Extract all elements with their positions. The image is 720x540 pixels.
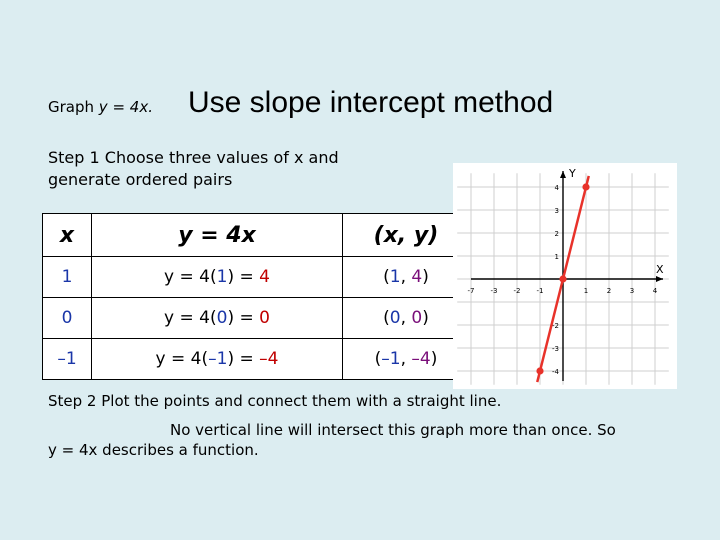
graph-canvas xyxy=(453,163,677,389)
pair-x: 0 xyxy=(389,308,401,328)
title-prefix xyxy=(48,98,153,116)
cell-pair: (0, 0) xyxy=(343,298,470,339)
cell-equation xyxy=(92,339,343,380)
y-tick-label: 4 xyxy=(554,184,559,192)
x-tick-label: 4 xyxy=(652,287,658,295)
values-table xyxy=(42,213,470,380)
conclusion-line-1: No vertical line will intersect this graph more than once. So xyxy=(170,421,616,439)
y-tick-label: -4 xyxy=(552,368,559,376)
eq-input: 0 xyxy=(216,308,228,328)
cell-x xyxy=(43,339,92,380)
pair-x: 1 xyxy=(389,267,401,287)
table-row xyxy=(43,257,470,298)
cell-pair: (1, 4) xyxy=(343,257,470,298)
y-tick-label: 2 xyxy=(554,230,559,238)
y-axis-label: Y xyxy=(569,167,576,180)
eq-prefix: y = 4( xyxy=(164,308,217,328)
x-tick-label: 2 xyxy=(606,287,612,295)
x-tick-label: -7 xyxy=(467,287,475,295)
eq-prefix: y = 4( xyxy=(155,349,209,369)
x-axis-arrow xyxy=(656,276,663,282)
x-value: 0 xyxy=(61,308,73,328)
pair-x: –1 xyxy=(381,349,401,369)
cell-equation xyxy=(92,298,343,339)
eq-output: –4 xyxy=(259,349,279,369)
x-tick-label: -1 xyxy=(536,287,544,295)
plotted-point xyxy=(559,275,566,282)
x-tick-label: -2 xyxy=(513,287,521,295)
eq-input: –1 xyxy=(208,349,228,369)
eq-prefix: y = 4( xyxy=(164,267,217,287)
x-tick-label: -3 xyxy=(490,287,498,295)
x-value: –1 xyxy=(57,349,77,369)
plotted-point xyxy=(582,183,589,190)
page-title: Use slope intercept method xyxy=(188,86,554,119)
x-value: 1 xyxy=(61,267,73,287)
x-tick-label: 3 xyxy=(629,287,635,295)
y-tick-label: 1 xyxy=(554,253,559,261)
eq-input: 1 xyxy=(216,267,228,287)
y-tick-label: 3 xyxy=(554,207,559,215)
step2-text: Step 2 Plot the points and connect them with a straight line. xyxy=(48,392,502,410)
eq-mid: ) = xyxy=(227,349,260,369)
y-tick-label: -2 xyxy=(552,322,559,330)
eq-output: 4 xyxy=(259,267,270,287)
y-axis-arrow xyxy=(560,171,566,178)
eq-mid: ) = xyxy=(227,308,260,328)
pair-y: –4 xyxy=(411,349,431,369)
coordinate-graph xyxy=(453,163,677,389)
eq-mid: ) = xyxy=(227,267,260,287)
header-x: x xyxy=(43,214,92,257)
x-tick-label: 1 xyxy=(583,287,589,295)
title-equation: y = 4x. xyxy=(98,98,153,116)
pair-y: 0 xyxy=(411,308,423,328)
header-equation: y = 4x xyxy=(92,214,343,257)
y-tick-label: -3 xyxy=(552,345,559,353)
plotted-point xyxy=(536,367,543,374)
table-row xyxy=(43,339,470,380)
table-header-row xyxy=(43,214,470,257)
x-axis-label: X xyxy=(656,263,664,276)
cell-equation xyxy=(92,257,343,298)
table-row xyxy=(43,298,470,339)
cell-x xyxy=(43,298,92,339)
conclusion-line-2: y = 4x describes a function. xyxy=(48,441,259,459)
eq-output: 0 xyxy=(259,308,270,328)
header-pair: (x, y) xyxy=(343,214,470,257)
pair-y: 4 xyxy=(411,267,423,287)
title-graph-word: Graph xyxy=(48,98,95,116)
cell-x xyxy=(43,257,92,298)
step1-text: Step 1 Choose three values of x and generate ordered pairs xyxy=(48,148,339,189)
cell-pair: (–1, –4) xyxy=(343,339,470,380)
